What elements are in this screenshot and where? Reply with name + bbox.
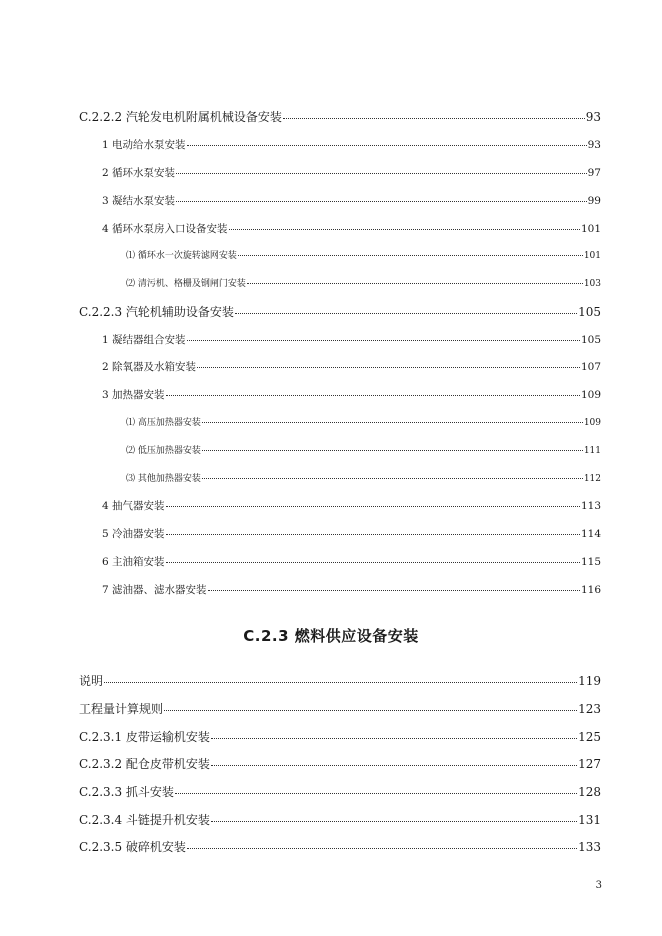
- toc-dot-leader: [211, 821, 577, 822]
- toc-entry[interactable]: [79, 306, 601, 318]
- toc-entry-title: 1 电动给水泵安装: [102, 139, 186, 151]
- toc-entry[interactable]: [102, 196, 601, 207]
- toc-entry-title: ⑶ 其他加热器安装: [126, 474, 201, 484]
- page-number: 3: [595, 880, 602, 891]
- toc-entry[interactable]: [102, 362, 601, 373]
- toc-entry-page: 112: [583, 474, 601, 484]
- toc-entry-title: C.2.3.2 配仓皮带机安装: [79, 757, 210, 771]
- toc-dot-leader: [247, 283, 583, 284]
- toc-dot-leader: [202, 422, 583, 423]
- toc-entry-title: 5 冷油器安装: [102, 528, 165, 540]
- toc-entry[interactable]: [126, 252, 601, 261]
- toc-entry-page: 123: [578, 702, 601, 716]
- toc-entry-title: ⑴ 高压加热器安装: [126, 418, 201, 428]
- toc-entry[interactable]: [102, 168, 601, 179]
- toc-dot-leader: [211, 765, 577, 766]
- toc-entry-title: 2 除氧器及水箱安装: [102, 361, 197, 373]
- toc-entry-page: 105: [580, 334, 601, 346]
- toc-entry-page: 131: [578, 813, 601, 827]
- toc-entry-title: C.2.3.4 斗链提升机安装: [79, 813, 210, 827]
- toc-entry-title: C.2.2.2 汽轮发电机附属机械设备安装: [79, 110, 282, 124]
- toc-dot-leader: [166, 562, 580, 563]
- toc-dot-leader: [202, 478, 583, 479]
- toc-entry-title: C.2.3.1 皮带运输机安装: [79, 730, 210, 744]
- toc-entry[interactable]: [126, 475, 601, 484]
- chapter-heading: C.2.3 燃料供应设备安装: [243, 627, 419, 645]
- toc-entry-title: ⑴ 循环水一次旋转滤网安装: [126, 251, 237, 261]
- toc-entry-page: 116: [580, 584, 601, 596]
- toc-entry[interactable]: [102, 585, 601, 596]
- toc-entry-page: 105: [578, 305, 601, 319]
- toc-entry-page: 113: [580, 500, 601, 512]
- toc-entry-page: 114: [580, 528, 601, 540]
- toc-dot-leader: [164, 710, 577, 711]
- toc-entry-page: 111: [583, 446, 601, 456]
- toc-entry-title: 7 滤油器、滤水器安装: [102, 584, 207, 596]
- toc-entry[interactable]: [79, 731, 601, 743]
- toc-dot-leader: [176, 201, 587, 202]
- toc-entry-page: 119: [578, 674, 601, 688]
- toc-entry-page: 125: [578, 730, 601, 744]
- toc-dot-leader: [176, 173, 587, 174]
- toc-entry[interactable]: [79, 841, 601, 853]
- toc-dot-leader: [187, 340, 580, 341]
- toc-entry[interactable]: [102, 335, 601, 346]
- toc-entry[interactable]: [126, 280, 601, 289]
- toc-entry-page: 128: [578, 785, 601, 799]
- toc-entry[interactable]: [102, 529, 601, 540]
- toc-entry[interactable]: [102, 140, 601, 151]
- toc-entry-title: C.2.3.5 破碎机安装: [79, 840, 186, 854]
- toc-entry-title: 3 凝结水泵安装: [102, 195, 176, 207]
- toc-entry-page: 101: [580, 223, 601, 235]
- toc-dot-leader: [238, 255, 583, 256]
- toc-entry-page: 101: [583, 251, 601, 261]
- toc-entry-title: C.2.2.3 汽轮机辅助设备安装: [79, 305, 234, 319]
- toc-dot-leader: [166, 534, 580, 535]
- toc-entry[interactable]: [79, 703, 601, 715]
- toc-entry[interactable]: [102, 501, 601, 512]
- toc-entry-page: 103: [583, 279, 601, 289]
- toc-entry-title: 工程量计算规则: [79, 702, 164, 716]
- toc-entry-page: 93: [587, 139, 601, 151]
- toc-entry-page: 93: [585, 110, 601, 124]
- toc-entry-title: C.2.3.3 抓斗安装: [79, 785, 174, 799]
- toc-entry-title: 4 循环水泵房入口设备安装: [102, 223, 228, 235]
- toc-entry-page: 109: [580, 389, 601, 401]
- toc-entry[interactable]: [79, 786, 601, 798]
- toc-entry-title: 说明: [79, 674, 104, 688]
- toc-dot-leader: [187, 145, 587, 146]
- toc-dot-leader: [202, 450, 583, 451]
- toc-entry[interactable]: [126, 447, 601, 456]
- toc-entry-title: 3 加热器安装: [102, 389, 165, 401]
- toc-dot-leader: [211, 738, 577, 739]
- toc-dot-leader: [104, 682, 577, 683]
- toc-dot-leader: [187, 848, 577, 849]
- toc-entry-page: 107: [580, 361, 601, 373]
- toc-dot-leader: [229, 229, 580, 230]
- toc-entry[interactable]: [102, 224, 601, 235]
- toc-entry[interactable]: [102, 557, 601, 568]
- toc-dot-leader: [235, 313, 577, 314]
- toc-entry-page: 99: [587, 195, 601, 207]
- toc-entry[interactable]: [79, 675, 601, 687]
- toc-dot-leader: [166, 506, 580, 507]
- toc-entry-title: ⑵ 清污机、格栅及钢闸门安装: [126, 279, 246, 289]
- toc-entry[interactable]: [79, 814, 601, 826]
- toc-dot-leader: [175, 793, 577, 794]
- toc-entry[interactable]: [79, 758, 601, 770]
- toc-entry-page: 97: [587, 167, 601, 179]
- toc-entry-page: 127: [578, 757, 601, 771]
- toc-entry-page: 109: [583, 418, 601, 428]
- toc-entry-title: 4 抽气器安装: [102, 500, 165, 512]
- toc-entry-title: 2 循环水泵安装: [102, 167, 176, 179]
- toc-entry-title: 6 主油箱安装: [102, 556, 165, 568]
- toc-dot-leader: [283, 118, 585, 119]
- toc-entry-title: ⑵ 低压加热器安装: [126, 446, 201, 456]
- toc-entry-page: 133: [578, 840, 601, 854]
- toc-dot-leader: [166, 395, 580, 396]
- toc-entry[interactable]: [126, 419, 601, 428]
- toc-dot-leader: [208, 590, 580, 591]
- toc-entry-title: 1 凝结器组合安装: [102, 334, 186, 346]
- toc-dot-leader: [197, 367, 580, 368]
- toc-entry-page: 115: [580, 556, 601, 568]
- toc-entry[interactable]: [102, 390, 601, 401]
- toc-entry[interactable]: [79, 111, 601, 123]
